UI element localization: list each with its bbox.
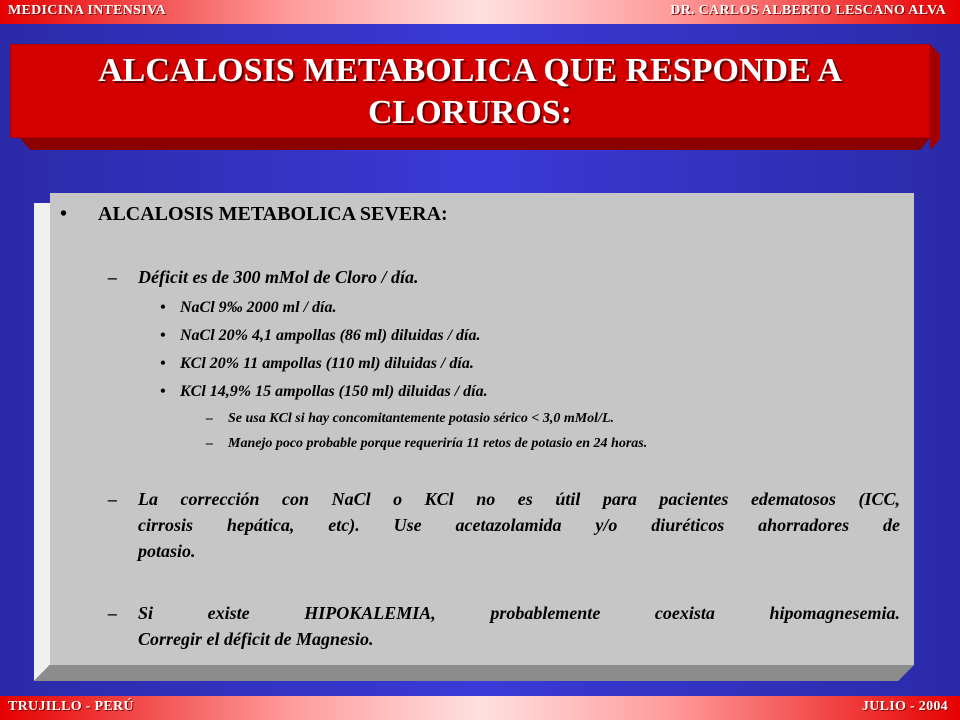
note-item: Manejo poco probable porque requeriría 11 retos de potasio en 24 horas.: [228, 436, 648, 451]
list-item: KCl 14,9% 15 ampollas (150 ml) diluidas / día.: [180, 383, 488, 400]
list-item: KCl 20% 11 ampollas (110 ml) diluidas / día.: [180, 355, 474, 372]
note-item: Se usa KCl si hay concomitantemente potasio sérico < 3,0 mMol/L.: [228, 411, 614, 426]
content-panel-left-bevel: [34, 203, 50, 681]
correction-line-2: cirrosis hepática, etc). Use acetazolamida y/o diuréticos ahorradores de: [138, 515, 900, 535]
bullet-marker: •: [60, 203, 68, 225]
slide-title-line-2: CLORUROS:: [367, 94, 573, 131]
title-depth: [20, 138, 930, 150]
content-panel-face: [50, 193, 914, 665]
header-right-text: DR. CARLOS ALBERTO LESCANO ALVA: [670, 3, 946, 18]
footer-bar: [0, 696, 960, 720]
dash-marker: –: [206, 411, 213, 426]
bullet-marker: •: [160, 355, 166, 372]
section-heading: ALCALOSIS METABOLICA SEVERA:: [98, 203, 448, 225]
list-item: NaCl 9‰ 2000 ml / día.: [180, 299, 337, 316]
bullet-marker: •: [160, 383, 166, 400]
list-item: NaCl 20% 4,1 ampollas (86 ml) diluidas / día.: [180, 327, 481, 344]
correction-line-1: La corrección con NaCl o KCl no es útil para pacientes edematosos (ICC,: [138, 489, 900, 509]
title-side: [930, 44, 940, 150]
dash-marker: –: [108, 267, 117, 287]
header-bar: [0, 0, 960, 24]
dash-marker: –: [108, 603, 117, 623]
deficit-line: Déficit es de 300 mMol de Cloro / día.: [138, 267, 419, 287]
bullet-marker: •: [160, 299, 166, 316]
header-left-text: MEDICINA INTENSIVA: [8, 3, 167, 18]
hypokalemia-line-2: Corregir el déficit de Magnesio.: [138, 629, 374, 649]
footer-left-text: TRUJILLO - PERÚ: [8, 699, 134, 714]
slide-title: [10, 50, 930, 134]
hypokalemia-line-1: Si existe HIPOKALEMIA, probablemente coexista hipomagnesemia.: [138, 603, 900, 623]
correction-line-3: potasio.: [138, 541, 196, 561]
content-panel-bottom-bevel: [34, 665, 914, 681]
dash-marker: –: [108, 489, 117, 509]
bullet-marker: •: [160, 327, 166, 344]
slide-title-line-1: ALCALOSIS METABOLICA QUE RESPONDE A: [98, 52, 842, 89]
dash-marker: –: [206, 436, 213, 451]
title-banner: [10, 44, 930, 150]
footer-right-text: JULIO - 2004: [861, 699, 948, 714]
